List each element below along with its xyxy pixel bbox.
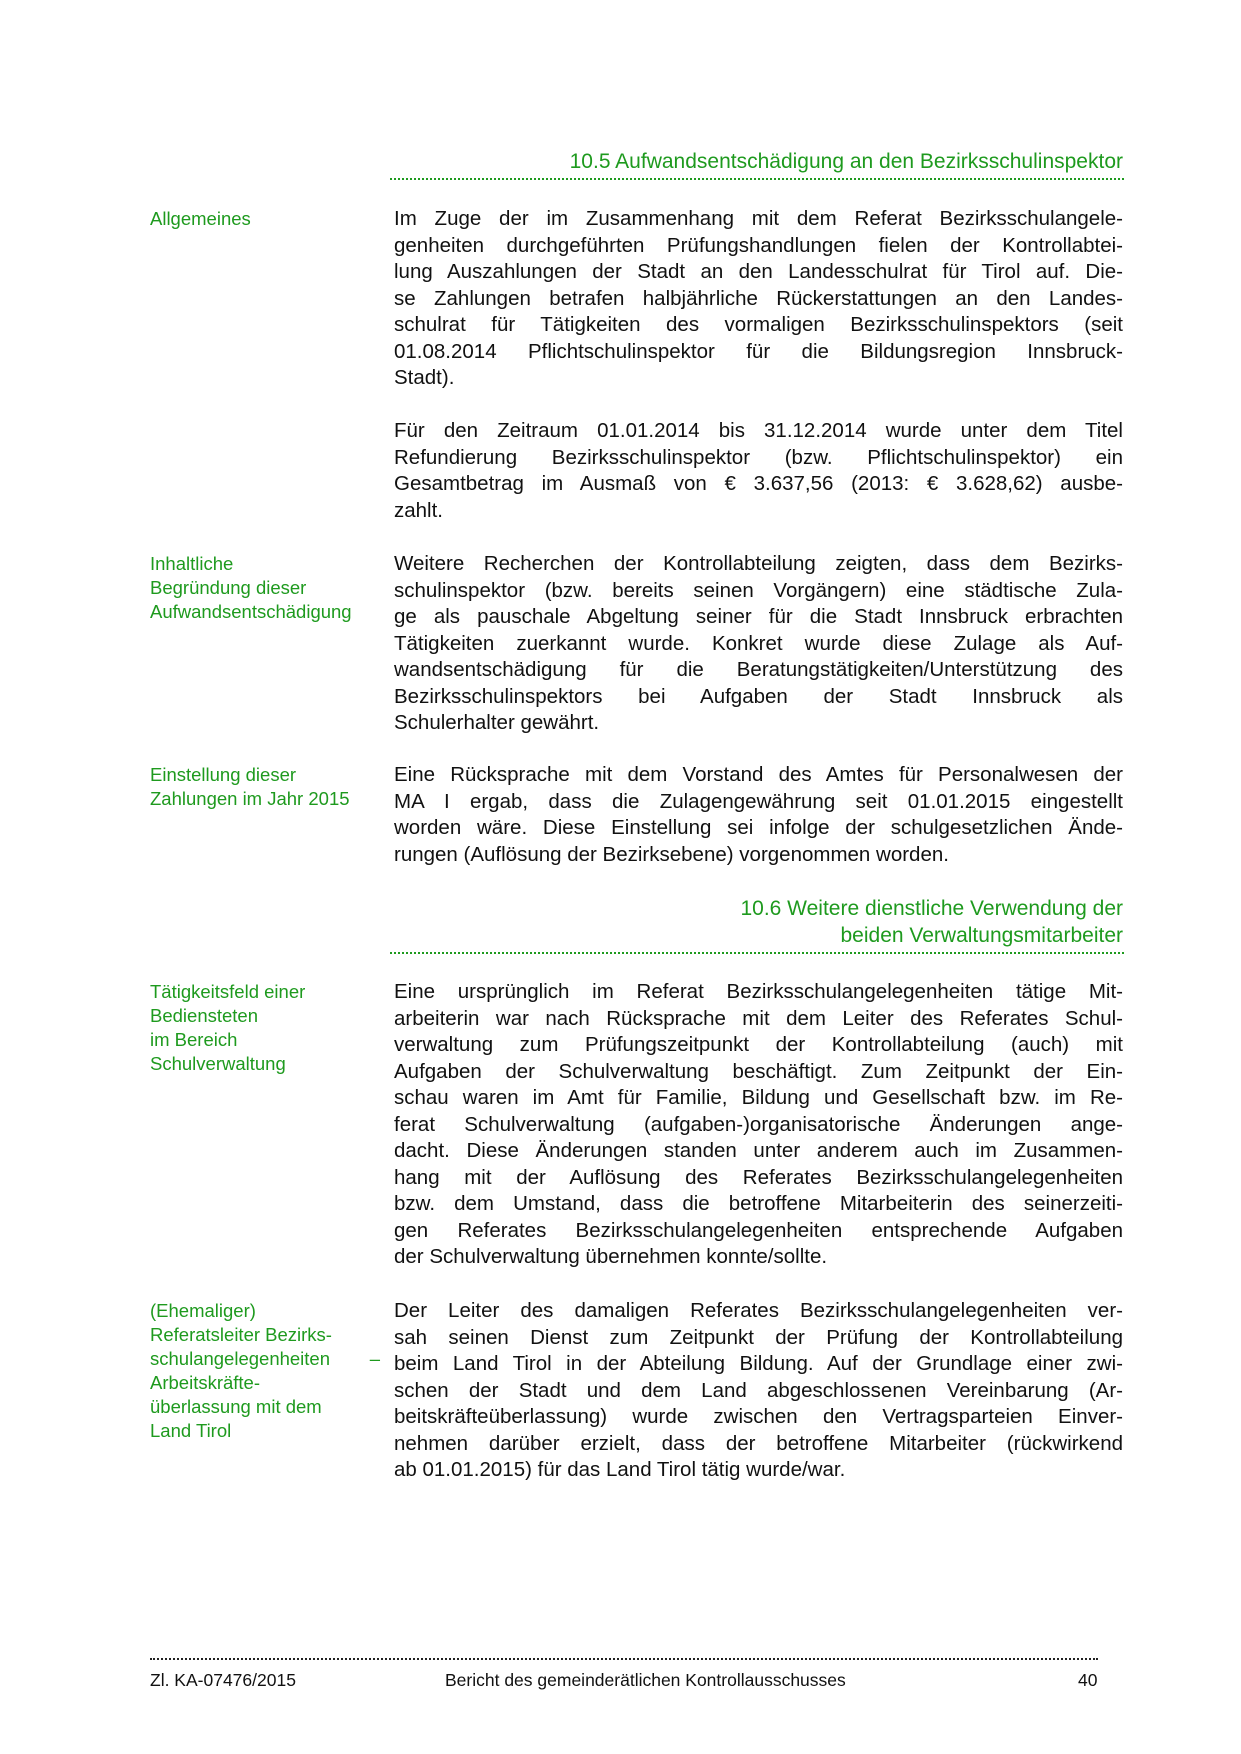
margin-note-line: Tätigkeitsfeld einer bbox=[150, 981, 306, 1002]
body-paragraph bbox=[394, 206, 1123, 392]
paragraph-line: worden wäre. Diese Einstellung sei infolge der schulgesetzlichen Ände- bbox=[394, 816, 1123, 839]
paragraph-line: Stadt). bbox=[394, 366, 455, 389]
paragraph-line: schulrat für Tätigkeiten des vormaligen Bezirksschulinspektors (seit bbox=[394, 313, 1123, 336]
heading-line: beiden Verwaltungsmitarbeiter bbox=[840, 924, 1123, 947]
margin-note-line: Land Tirol bbox=[150, 1420, 232, 1441]
paragraph-line: se Zahlungen betrafen halbjährliche Rückerstattungen an den Landes- bbox=[394, 286, 1123, 310]
body-paragraph bbox=[394, 551, 1123, 737]
heading-line: 10.5 Aufwandsentschädigung an den Bezirksschulinspektor bbox=[569, 150, 1123, 173]
paragraph-line: dacht. Diese Änderungen standen unter anderem auch im Zusammen- bbox=[394, 1139, 1123, 1162]
margin-note-line: Begründung dieser bbox=[150, 577, 307, 598]
margin-note bbox=[150, 552, 380, 624]
margin-note-line: Inhaltliche bbox=[150, 553, 234, 574]
margin-note bbox=[150, 1299, 380, 1443]
paragraph-line: hang mit der Auflösung des Referates Bezirksschulangelegenheiten bbox=[394, 1165, 1123, 1189]
body-paragraph bbox=[394, 979, 1123, 1271]
paragraph-line: rungen (Auflösung der Bezirksebene) vorgenommen worden. bbox=[394, 842, 949, 866]
paragraph-line: beim Land Tirol in der Abteilung Bildung. Auf der Grundlage einer zwi- bbox=[394, 1352, 1123, 1375]
margin-note-line: Referatsleiter Bezirks- bbox=[150, 1324, 332, 1345]
paragraph-line: Der Leiter des damaligen Referates Bezirksschulangelegenheiten ver- bbox=[394, 1299, 1123, 1322]
heading-divider bbox=[390, 952, 1124, 954]
paragraph-line: Schulerhalter gewährt. bbox=[394, 711, 600, 734]
paragraph-line: arbeiterin war nach Rücksprache mit dem Leiter des Referates Schul- bbox=[394, 1006, 1123, 1030]
paragraph-line: Bezirksschulinspektors bei Aufgaben der Stadt Innsbruck als bbox=[394, 684, 1123, 708]
margin-note-line: Arbeitskräfte- bbox=[150, 1372, 261, 1393]
paragraph-line: ab 01.01.2015) für das Land Tirol tätig wurde/war. bbox=[394, 1458, 846, 1481]
margin-note-line: im Bereich bbox=[150, 1029, 238, 1050]
paragraph-line: Eine Rücksprache mit dem Vorstand des Amtes für Personalwesen der bbox=[394, 763, 1123, 786]
margin-note bbox=[150, 207, 380, 231]
paragraph-line: sah seinen Dienst zum Zeitpunkt der Prüfung der Kontrollabteilung bbox=[394, 1325, 1123, 1349]
margin-note-line: überlassung mit dem bbox=[150, 1396, 322, 1417]
paragraph-line: bzw. dem Umstand, dass die betroffene Mitarbeiterin des seinerzeiti- bbox=[394, 1192, 1123, 1215]
paragraph-line: beitskräfteüberlassung) wurde zwischen den Vertragsparteien Einver- bbox=[394, 1405, 1123, 1428]
paragraph-line: wandsentschädigung für die Beratungstätigkeiten/Unterstützung des bbox=[394, 658, 1123, 681]
paragraph-line: Weitere Recherchen der Kontrollabteilung zeigten, dass dem Bezirks- bbox=[394, 552, 1123, 575]
margin-note-line: Allgemeines bbox=[150, 208, 251, 229]
paragraph-line: lung Auszahlungen der Stadt an den Landesschulrat für Tirol auf. Die- bbox=[394, 260, 1123, 283]
body-paragraph bbox=[394, 762, 1123, 868]
page-number: 40 bbox=[1078, 1670, 1098, 1690]
paragraph-line: ge als pauschale Abgeltung seiner für die Stadt Innsbruck erbrachten bbox=[394, 605, 1123, 628]
paragraph-line: MA I ergab, dass die Zulagengewährung seit 01.01.2015 eingestellt bbox=[394, 789, 1123, 813]
paragraph-line: ferat Schulverwaltung (aufgaben-)organisatorische Änderungen ange- bbox=[394, 1112, 1123, 1136]
paragraph-line: der Schulverwaltung übernehmen konnte/sollte. bbox=[394, 1245, 828, 1268]
margin-note bbox=[150, 980, 380, 1076]
paragraph-line: Refundierung Bezirksschulinspektor (bzw. Pflichtschulinspektor) ein bbox=[394, 445, 1123, 469]
paragraph-line: verwaltung zum Prüfungszeitpunkt der Kontrollabteilung (auch) mit bbox=[394, 1033, 1123, 1056]
section-heading-10-6 bbox=[394, 895, 1123, 949]
paragraph-line: Eine ursprünglich im Referat Bezirksschulangelegenheiten tätige Mit- bbox=[394, 980, 1123, 1003]
paragraph-line: Im Zuge der im Zusammenhang mit dem Referat Bezirksschulangele- bbox=[394, 207, 1123, 230]
margin-note-line: Zahlungen im Jahr 2015 bbox=[150, 788, 350, 809]
heading-divider bbox=[390, 178, 1124, 180]
paragraph-line: Aufgaben der Schulverwaltung beschäftigt. Zum Zeitpunkt der Ein- bbox=[394, 1059, 1123, 1083]
paragraph-line: schau waren im Amt für Familie, Bildung und Gesellschaft bzw. im Re- bbox=[394, 1086, 1123, 1109]
paragraph-line: schen der Stadt und dem Land abgeschlossenen Vereinbarung (Ar- bbox=[394, 1378, 1123, 1402]
body-paragraph bbox=[394, 1298, 1123, 1484]
margin-note-line: Einstellung dieser bbox=[150, 764, 297, 785]
paragraph-line: 01.08.2014 Pflichtschulinspektor für die Bildungsregion Innsbruck- bbox=[394, 339, 1123, 363]
margin-note bbox=[150, 763, 380, 811]
margin-note-line: (Ehemaliger) bbox=[150, 1300, 256, 1321]
paragraph-line: Tätigkeiten zuerkannt wurde. Konkret wurde diese Zulage als Auf- bbox=[394, 631, 1123, 655]
body-paragraph bbox=[394, 418, 1123, 524]
paragraph-line: zahlt. bbox=[394, 498, 443, 522]
footer-divider bbox=[150, 1658, 1098, 1660]
paragraph-line: schulinspektor (bzw. bereits seinen Vorgängern) eine städtische Zula- bbox=[394, 578, 1123, 602]
paragraph-line: genheiten durchgeführten Prüfungshandlungen fielen der Kontrollabtei- bbox=[394, 233, 1123, 257]
margin-note-line: schulangelegenheiten – bbox=[150, 1348, 380, 1369]
paragraph-line: nehmen darüber erzielt, dass der betroffene Mitarbeiter (rückwirkend bbox=[394, 1431, 1123, 1455]
paragraph-line: gen Referates Bezirksschulangelegenheiten entsprechende Aufgaben bbox=[394, 1218, 1123, 1242]
paragraph-line: Für den Zeitraum 01.01.2014 bis 31.12.2014 wurde unter dem Titel bbox=[394, 419, 1123, 442]
paragraph-line: Gesamtbetrag im Ausmaß von € 3.637,56 (2013: € 3.628,62) ausbe- bbox=[394, 472, 1123, 495]
margin-note-line: Aufwandsentschädigung bbox=[150, 601, 352, 622]
footer-reference: Zl. KA-07476/2015 bbox=[150, 1670, 296, 1690]
margin-note-line: Bediensteten bbox=[150, 1005, 259, 1026]
margin-note-line: Schulverwaltung bbox=[150, 1053, 286, 1074]
section-heading-10-5 bbox=[394, 148, 1123, 175]
footer-title: Bericht des gemeinderätlichen Kontrollausschusses bbox=[445, 1670, 846, 1690]
heading-line: 10.6 Weitere dienstliche Verwendung der bbox=[740, 897, 1123, 920]
